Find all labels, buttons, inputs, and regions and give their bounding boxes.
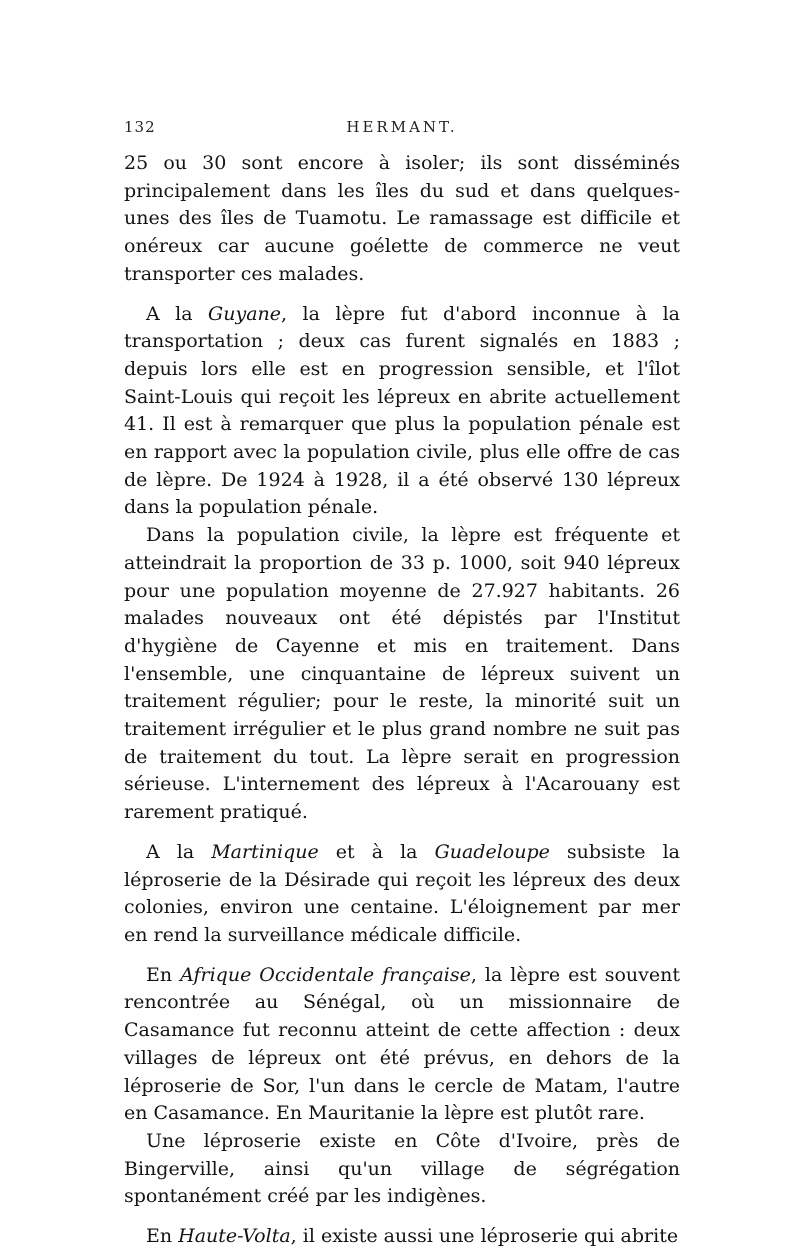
paragraph-guyane-penale: A la Guyane, la lèpre fut d'abord inconnue à la transportation ; deux cas furent signalés en 1883 ; depuis lors elle est en progression sensible, et l'îlot Saint-Louis qui reçoit les lépreux en abrite actuellement 41. Il est à remarquer que plus la population pénale est en rapport avec la population civile, plus elle offre de cas de lèpre. De 1924 à 1928, il a été observé 130 lépreux dans la population pénale.	[124, 302, 680, 519]
body-text	[124, 150, 680, 1251]
place-aof: Afrique Occidentale française	[180, 963, 471, 986]
place-haute-volta: Haute-Volta	[178, 1225, 291, 1248]
place-guadeloupe: Guadeloupe	[434, 840, 550, 863]
paragraph-cote-ivoire: Une léproserie existe en Côte d'Ivoire, près de Bingerville, ainsi qu'un village de ségrégation spontanément créé par les indigènes.	[124, 1129, 680, 1208]
paragraph-haute-volta: En Haute-Volta, il existe aussi une léproserie qui abrite	[146, 1225, 679, 1248]
paragraph-tuamotu: 25 ou 30 sont encore à isoler; ils sont disséminés principalement dans les îles du sud et dans quelques-unes des îles de Tuamotu. Le ramassage est difficile et onéreux car aucune goélette de commerce ne veut transporter ces malades.	[124, 152, 680, 285]
place-martinique: Martinique	[211, 840, 319, 863]
page-number: 132	[124, 118, 156, 136]
paragraph-guyane-civile: Dans la population civile, la lèpre est fréquente et atteindrait la proportion de 33 p. 1000, soit 940 lépreux pour une population moyenne de 27.927 habitants. 26 malades nouveaux ont été dépistés par l'Institut d'hygiène de Cayenne et mis en traitement. Dans l'ensemble, une cinquantaine de lépreux suivent un traitement régulier; pour le reste, la minorité suit un traitement irrégulier et le plus grand nombre ne suit pas de traitement du tout. La lèpre serait en progression sérieuse. L'internement des lépreux à l'Acarouany est rarement pratiqué.	[124, 524, 680, 824]
paragraph-antilles: A la Martinique et à la Guadeloupe subsiste la léproserie de la Désirade qui reçoit les lépreux des deux colonies, environ une centaine. L'éloignement par mer en rend la surveillance médicale difficile.	[124, 840, 680, 946]
running-header	[124, 118, 680, 142]
place-guyane: Guyane	[208, 302, 282, 325]
paragraph-aof: En Afrique Occidentale française, la lèpre est souvent rencontrée au Sénégal, où un missionnaire de Casamance fut reconnu atteint de cette affection : deux villages de lépreux ont été prévus, en dehors de la léproserie de Sor, l'un dans le cercle de Matam, l'autre en Casamance. En Mauritanie la lèpre est plutôt rare.	[124, 963, 680, 1125]
running-title: HERMANT.	[346, 118, 458, 136]
